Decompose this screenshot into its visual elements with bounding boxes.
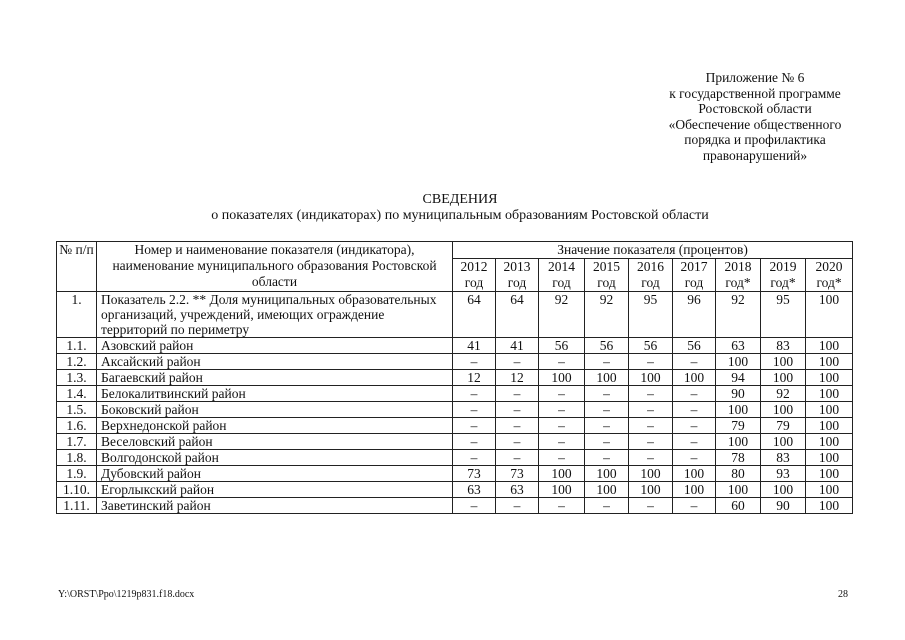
table-cell: 100	[806, 482, 853, 498]
table-cell: 79	[716, 418, 761, 434]
table-cell: 93	[761, 466, 806, 482]
document-title: СВЕДЕНИЯ	[422, 192, 498, 207]
table-cell: –	[453, 402, 496, 418]
table-cell: –	[629, 386, 673, 402]
table-cell: –	[673, 498, 716, 514]
year-header: 2016 год	[629, 259, 673, 292]
district-name: Белокалитвинский район	[97, 386, 453, 402]
table-row	[57, 482, 853, 498]
indicator-value: 95	[629, 292, 673, 338]
row-number: 1.9.	[57, 466, 97, 482]
appendix-line: порядка и профилактика	[684, 132, 826, 148]
appendix-line: правонарушений»	[702, 147, 808, 163]
table-cell: 94	[716, 370, 761, 386]
table-cell: –	[496, 354, 539, 370]
num-header: № п/п	[57, 242, 97, 292]
table-cell: –	[585, 402, 629, 418]
table-cell: 78	[716, 450, 761, 466]
table-cell: 100	[716, 482, 761, 498]
indicator-value: 96	[673, 292, 716, 338]
table-cell: 12	[453, 370, 496, 386]
table-cell: 100	[761, 370, 806, 386]
table-cell: –	[539, 418, 585, 434]
table-cell: 90	[716, 386, 761, 402]
district-name: Дубовский район	[97, 466, 453, 482]
table-cell: –	[673, 386, 716, 402]
table-row	[57, 402, 853, 418]
table-cell: –	[496, 450, 539, 466]
table-cell: –	[673, 418, 716, 434]
table-row	[57, 354, 853, 370]
table-cell: –	[496, 418, 539, 434]
table-cell: –	[585, 386, 629, 402]
file-path: Y:\ORST\Ppo\1219p831.f18.docx	[58, 589, 195, 600]
table-cell: 100	[539, 370, 585, 386]
table-cell: 100	[806, 498, 853, 514]
table-cell: –	[629, 434, 673, 450]
district-name: Заветинский район	[97, 498, 453, 514]
row-number: 1.5.	[57, 402, 97, 418]
year-header: 2013 год	[496, 259, 539, 292]
year-header: 2015 год	[585, 259, 629, 292]
table-cell: 79	[761, 418, 806, 434]
table-cell: 60	[716, 498, 761, 514]
table-cell: 100	[629, 466, 673, 482]
table-cell: 83	[761, 450, 806, 466]
table-cell: –	[585, 498, 629, 514]
table-cell: –	[585, 418, 629, 434]
table-cell: 100	[806, 418, 853, 434]
table-cell: 100	[585, 482, 629, 498]
table-cell: 80	[716, 466, 761, 482]
table-cell: –	[629, 402, 673, 418]
table-cell: –	[539, 402, 585, 418]
table-cell: –	[496, 434, 539, 450]
table-cell: 100	[761, 434, 806, 450]
table-cell: 100	[806, 434, 853, 450]
table-cell: –	[453, 450, 496, 466]
table-cell: 90	[761, 498, 806, 514]
table-row	[57, 450, 853, 466]
appendix-heading	[620, 70, 890, 164]
indicator-value: 92	[716, 292, 761, 338]
table-cell: 100	[806, 402, 853, 418]
table-cell: 100	[806, 370, 853, 386]
table-cell: 56	[539, 338, 585, 354]
table-cell: 100	[761, 482, 806, 498]
table-cell: 100	[716, 354, 761, 370]
indicator-value: 92	[539, 292, 585, 338]
table-cell: 100	[716, 434, 761, 450]
table-cell: 41	[453, 338, 496, 354]
table-cell: 73	[496, 466, 539, 482]
name-header: Номер и наименование показателя (индикатора), наименование муниципального образования Ростовской области	[97, 242, 453, 292]
table-cell: –	[673, 354, 716, 370]
indicators-table	[56, 241, 853, 514]
appendix-line: Ростовской области	[698, 101, 812, 117]
row-number: 1.3.	[57, 370, 97, 386]
row-number: 1.7.	[57, 434, 97, 450]
table-cell: –	[585, 434, 629, 450]
table-row	[57, 370, 853, 386]
table-cell: –	[585, 354, 629, 370]
table-cell: –	[673, 402, 716, 418]
table-cell: –	[629, 418, 673, 434]
table-cell: –	[496, 498, 539, 514]
table-row	[57, 434, 853, 450]
table-cell: 100	[629, 482, 673, 498]
table-cell: 100	[716, 402, 761, 418]
table-cell: –	[453, 354, 496, 370]
table-cell: 100	[806, 466, 853, 482]
year-header: 2019 год*	[761, 259, 806, 292]
table-cell: 92	[761, 386, 806, 402]
table-cell: –	[539, 354, 585, 370]
table-cell: 56	[629, 338, 673, 354]
page-number: 28	[838, 589, 848, 600]
row-number: 1.	[57, 292, 97, 338]
table-cell: –	[673, 434, 716, 450]
table-cell: 63	[716, 338, 761, 354]
table-row	[57, 386, 853, 402]
year-header: 2014 год	[539, 259, 585, 292]
table-cell: –	[453, 418, 496, 434]
table-row	[57, 418, 853, 434]
table-cell: –	[629, 450, 673, 466]
year-header: 2020 год*	[806, 259, 853, 292]
table-cell: –	[496, 386, 539, 402]
table-cell: 73	[453, 466, 496, 482]
table-cell: –	[539, 450, 585, 466]
indicator-row	[57, 292, 853, 338]
table-cell: 56	[673, 338, 716, 354]
table-cell: 56	[585, 338, 629, 354]
indicator-value: 64	[496, 292, 539, 338]
year-header: 2012 год	[453, 259, 496, 292]
table-cell: –	[629, 498, 673, 514]
table-cell: 100	[761, 402, 806, 418]
district-name: Багаевский район	[97, 370, 453, 386]
appendix-line: к государственной программе	[669, 85, 841, 101]
row-number: 1.11.	[57, 498, 97, 514]
table-cell: 41	[496, 338, 539, 354]
year-header: 2017 год	[673, 259, 716, 292]
indicator-name: Показатель 2.2. ** Доля муниципальных образовательных организаций, учреждений, имеющих ограждение территорий по периметру	[97, 292, 453, 338]
indicator-value: 92	[585, 292, 629, 338]
values-header: Значение показателя (процентов)	[453, 242, 853, 259]
table-cell: –	[629, 354, 673, 370]
indicator-value: 64	[453, 292, 496, 338]
table-row	[57, 498, 853, 514]
indicator-value: 95	[761, 292, 806, 338]
table-cell: –	[453, 434, 496, 450]
district-name: Веселовский район	[97, 434, 453, 450]
row-number: 1.10.	[57, 482, 97, 498]
district-name: Верхнедонской район	[97, 418, 453, 434]
table-cell: 100	[761, 354, 806, 370]
table-cell: –	[539, 434, 585, 450]
table-cell: –	[539, 386, 585, 402]
district-name: Егорлыкский район	[97, 482, 453, 498]
table-cell: 100	[673, 482, 716, 498]
table-cell: 63	[453, 482, 496, 498]
table-cell: 63	[496, 482, 539, 498]
table-cell: –	[453, 386, 496, 402]
table-cell: 12	[496, 370, 539, 386]
table-row	[57, 338, 853, 354]
row-number: 1.2.	[57, 354, 97, 370]
row-number: 1.4.	[57, 386, 97, 402]
district-name: Волгодонской район	[97, 450, 453, 466]
table-cell: 83	[761, 338, 806, 354]
table-cell: 100	[539, 482, 585, 498]
table-cell: 100	[673, 370, 716, 386]
appendix-line: Приложение № 6	[705, 70, 805, 85]
table-cell: 100	[585, 370, 629, 386]
indicator-value: 100	[806, 292, 853, 338]
row-number: 1.1.	[57, 338, 97, 354]
table-cell: 100	[806, 354, 853, 370]
district-name: Боковский район	[97, 402, 453, 418]
document-subtitle: о показателях (индикаторах) по муниципальным образованиям Ростовской области	[211, 208, 709, 223]
table-cell: –	[496, 402, 539, 418]
table-cell: 100	[806, 386, 853, 402]
table-cell: –	[673, 450, 716, 466]
table-row	[57, 466, 853, 482]
table-cell: 100	[585, 466, 629, 482]
table-cell: –	[453, 498, 496, 514]
row-number: 1.8.	[57, 450, 97, 466]
table-cell: –	[539, 498, 585, 514]
table-cell: 100	[629, 370, 673, 386]
district-name: Азовский район	[97, 338, 453, 354]
appendix-line: «Обеспечение общественного	[668, 116, 842, 132]
table-cell: 100	[806, 338, 853, 354]
district-name: Аксайский район	[97, 354, 453, 370]
table-cell: 100	[539, 466, 585, 482]
year-header: 2018 год*	[716, 259, 761, 292]
table-cell: 100	[806, 450, 853, 466]
table-cell: 100	[673, 466, 716, 482]
table-cell: –	[585, 450, 629, 466]
row-number: 1.6.	[57, 418, 97, 434]
